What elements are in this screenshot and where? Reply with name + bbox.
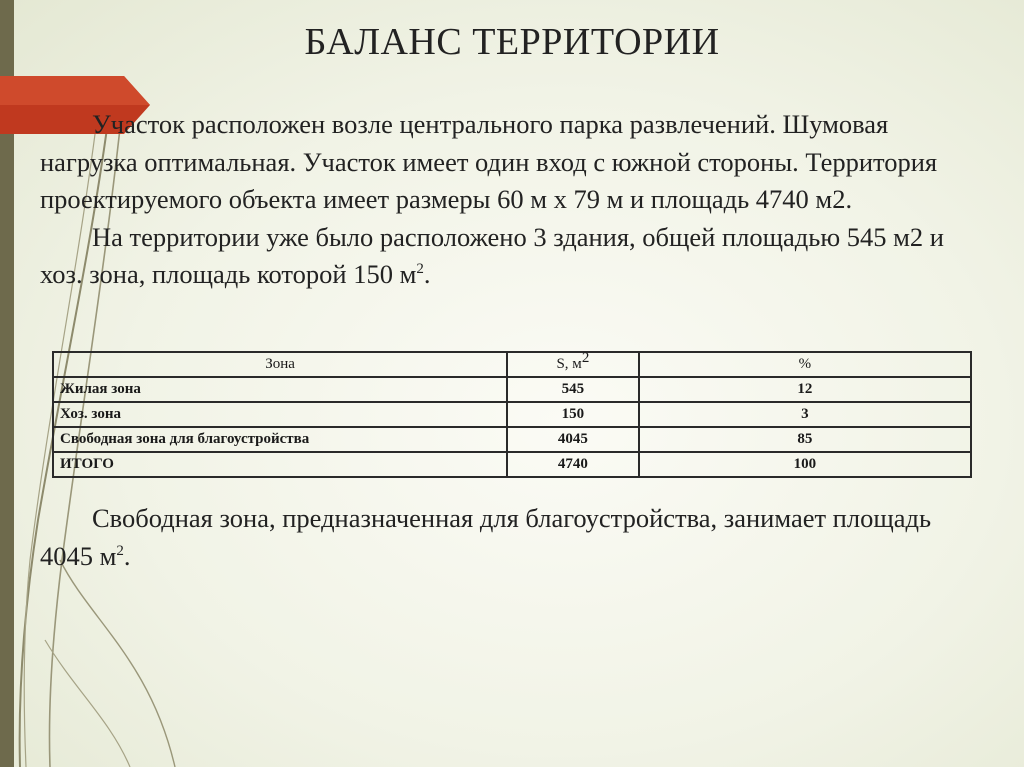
row-zone: Свободная зона для благоустройства bbox=[53, 427, 507, 452]
row-percent: 100 bbox=[639, 452, 971, 477]
intro-text bbox=[40, 106, 990, 294]
row-area: 150 bbox=[507, 402, 639, 427]
conclusion-text bbox=[40, 500, 990, 575]
row-percent: 12 bbox=[639, 377, 971, 402]
row-zone: Жилая зона bbox=[53, 377, 507, 402]
intro-paragraph-1: Участок расположен возле центрального парка развлечений. Шумовая нагрузка оптимальная. Участок имеет один вход с южной стороны. Территория проектируемого объекта имеет размеры 60 м х 79 м и площадь 4740 м2. bbox=[40, 109, 938, 214]
table-row bbox=[53, 427, 971, 452]
table-row bbox=[53, 402, 971, 427]
header-area: S, $м^2$ bbox=[507, 352, 639, 377]
intro-paragraph-2: На территории уже было расположено 3 здания, общей площадью 545 м2 и хоз. зона, площадь которой 150 $м^2$. bbox=[40, 221, 944, 289]
table-row-total bbox=[53, 452, 971, 477]
row-area: 4045 bbox=[507, 427, 639, 452]
header-percent: % bbox=[639, 352, 971, 377]
territory-balance-table bbox=[52, 351, 972, 478]
page-title: БАЛАНС ТЕРРИТОРИИ bbox=[304, 21, 720, 63]
header-zone: Зона bbox=[53, 352, 507, 377]
table-row bbox=[53, 377, 971, 402]
row-percent: 85 bbox=[639, 427, 971, 452]
row-area: 545 bbox=[507, 377, 639, 402]
table-header-row bbox=[53, 352, 971, 377]
conclusion-paragraph: Свободная зона, предназначенная для благоустройства, занимает площадь 4045 $м^2$. bbox=[40, 503, 932, 571]
row-zone: ИТОГО bbox=[53, 452, 507, 477]
row-zone: Хоз. зона bbox=[53, 402, 507, 427]
row-percent: 3 bbox=[639, 402, 971, 427]
row-area: 4740 bbox=[507, 452, 639, 477]
